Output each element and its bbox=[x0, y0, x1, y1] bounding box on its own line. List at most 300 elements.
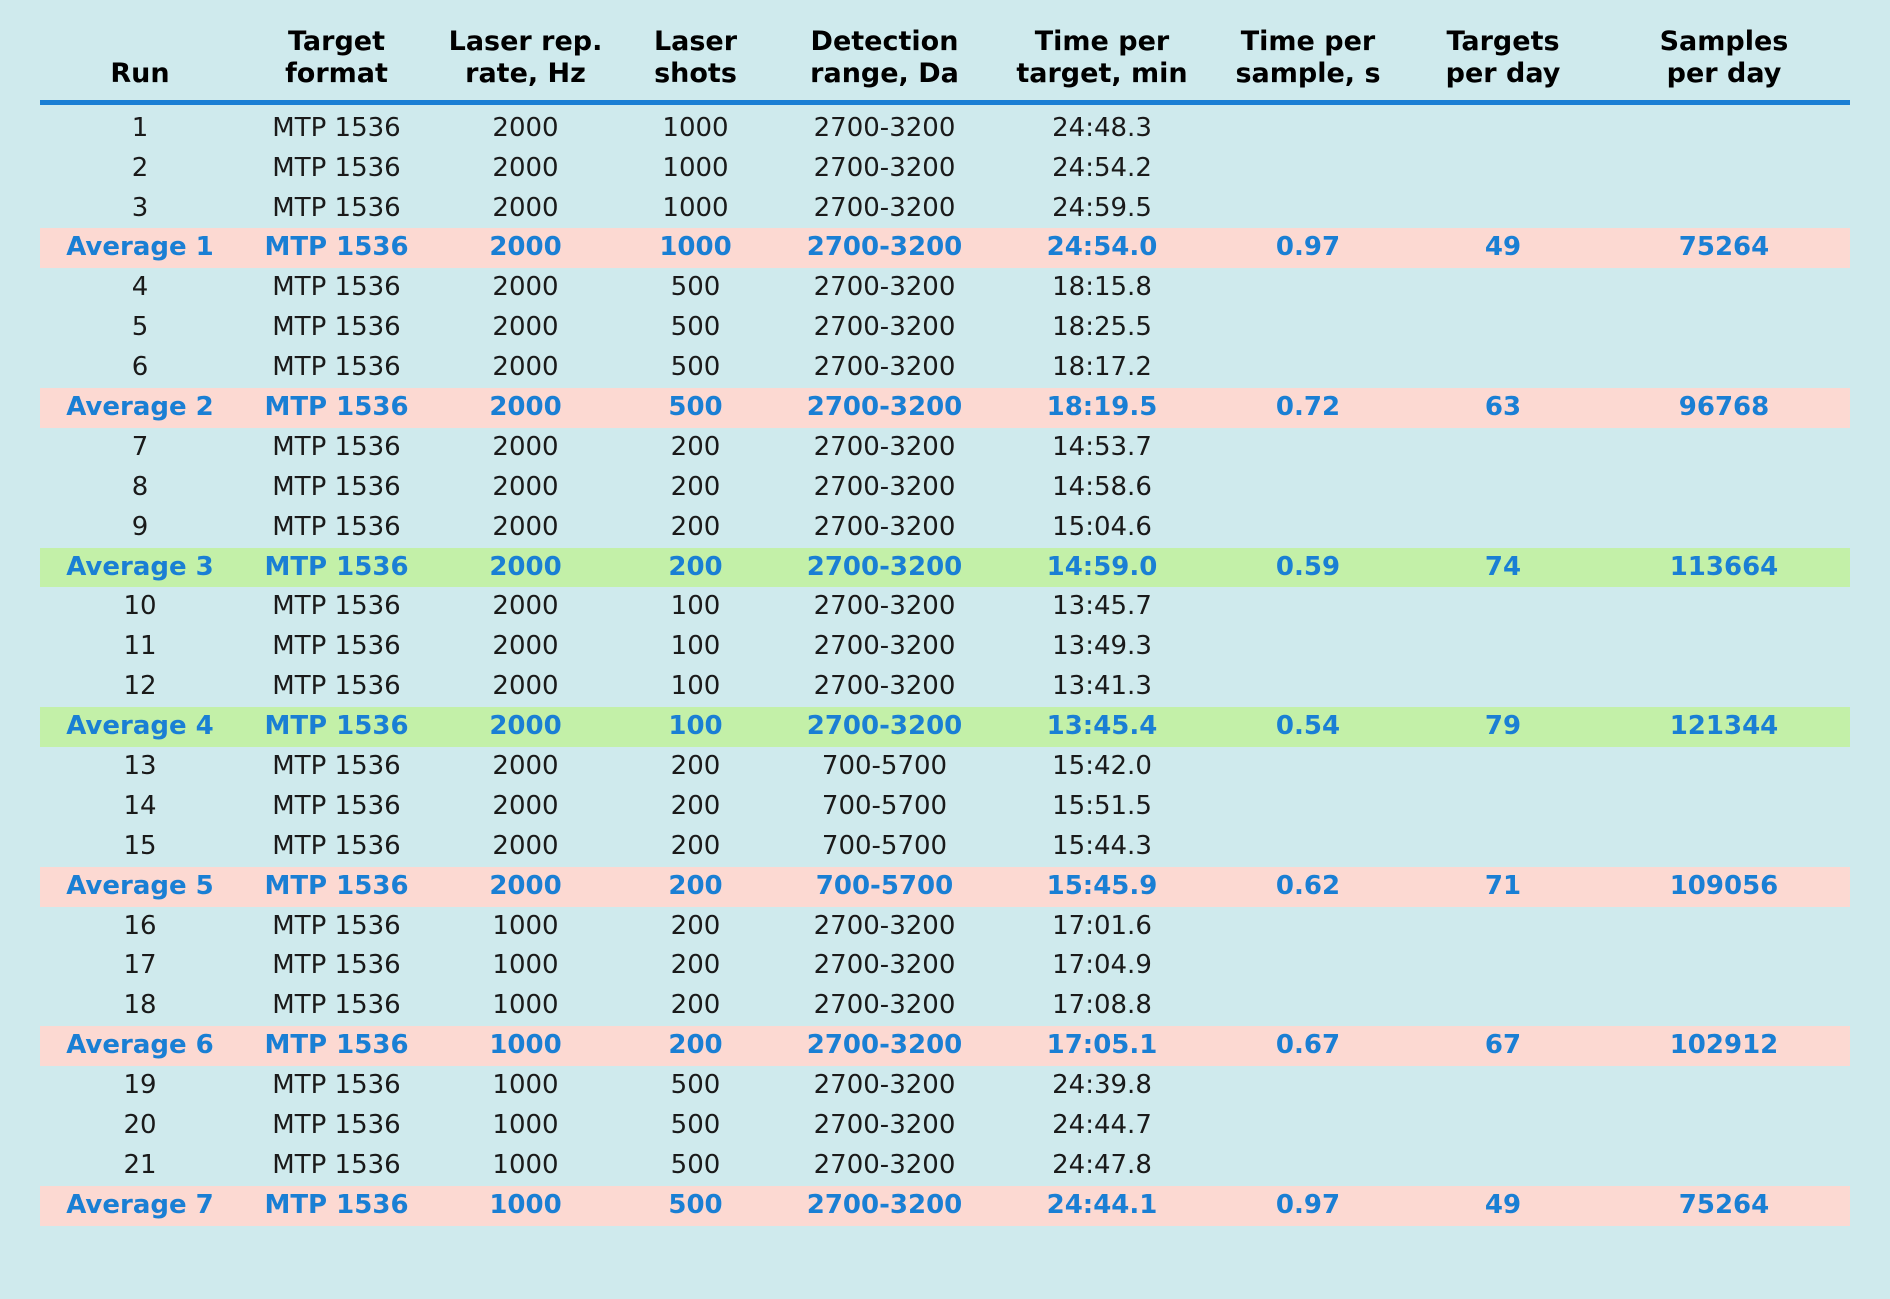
table-row bbox=[40, 946, 1850, 986]
cell-targets-day bbox=[1408, 907, 1598, 947]
cell-time-target: 24:54.0 bbox=[996, 228, 1208, 268]
column-header-run bbox=[40, 26, 240, 102]
table-body bbox=[40, 102, 1850, 1225]
cell-rate: 2000 bbox=[433, 548, 618, 588]
column-header-detection-range-line1: Detection bbox=[810, 26, 959, 57]
cell-range: 2700-3200 bbox=[773, 1026, 996, 1066]
column-header-detection-range bbox=[773, 26, 996, 102]
cell-run: 10 bbox=[123, 591, 157, 622]
cell-shots: 1000 bbox=[662, 192, 729, 223]
cell-time-sample bbox=[1208, 667, 1408, 707]
table-row bbox=[40, 1066, 1850, 1106]
cell-range: 2700-3200 bbox=[813, 431, 956, 462]
cell-run: 17 bbox=[123, 950, 157, 981]
cell-format: MTP 1536 bbox=[272, 192, 401, 223]
cell-run: 7 bbox=[131, 431, 149, 462]
cell-targets-day bbox=[1408, 308, 1598, 348]
cell-time-sample bbox=[1208, 468, 1408, 508]
cell-samples-day bbox=[1598, 787, 1850, 827]
table-row bbox=[40, 348, 1850, 388]
column-header-time-per-sample-line2: sample, s bbox=[1235, 57, 1381, 89]
cell-rate: 2000 bbox=[492, 750, 559, 781]
cell-run: 18 bbox=[123, 990, 157, 1021]
cell-time-sample bbox=[1208, 1066, 1408, 1106]
cell-range: 2700-3200 bbox=[813, 990, 956, 1021]
cell-targets-day bbox=[1408, 787, 1598, 827]
cell-time-target: 15:42.0 bbox=[1052, 750, 1152, 781]
table-row bbox=[40, 468, 1850, 508]
cell-range: 700-5700 bbox=[773, 867, 996, 907]
table-row bbox=[40, 986, 1850, 1026]
cell-time-target: 14:58.6 bbox=[1052, 471, 1152, 502]
cell-format: MTP 1536 bbox=[272, 511, 401, 542]
cell-shots: 200 bbox=[670, 830, 721, 861]
column-header-laser-rep-rate-line2: rate, Hz bbox=[465, 57, 586, 89]
cell-format: MTP 1536 bbox=[240, 388, 433, 428]
cell-run: 1 bbox=[131, 112, 149, 143]
cell-run: 19 bbox=[123, 1070, 157, 1101]
cell-samples-day bbox=[1598, 468, 1850, 508]
cell-time-target: 15:04.6 bbox=[1052, 511, 1152, 542]
column-header-time-per-sample-line1: Time per bbox=[1240, 26, 1376, 57]
cell-targets-day bbox=[1408, 986, 1598, 1026]
cell-run: 12 bbox=[123, 671, 157, 702]
cell-time-sample bbox=[1208, 787, 1408, 827]
cell-rate: 2000 bbox=[492, 631, 559, 662]
cell-samples-day bbox=[1598, 627, 1850, 667]
cell-time-target: 24:47.8 bbox=[1052, 1149, 1152, 1180]
cell-rate: 2000 bbox=[492, 192, 559, 223]
cell-rate: 2000 bbox=[492, 312, 559, 343]
cell-range: 2700-3200 bbox=[813, 671, 956, 702]
cell-rate: 1000 bbox=[492, 1070, 559, 1101]
table-row-average bbox=[40, 388, 1850, 428]
cell-rate: 2000 bbox=[433, 388, 618, 428]
cell-format: MTP 1536 bbox=[272, 471, 401, 502]
cell-time-target: 24:44.1 bbox=[996, 1186, 1208, 1226]
cell-shots: 100 bbox=[670, 671, 721, 702]
cell-shots: 500 bbox=[618, 388, 773, 428]
cell-run: 21 bbox=[123, 1149, 157, 1180]
cell-targets-day bbox=[1408, 1146, 1598, 1186]
cell-shots: 200 bbox=[670, 750, 721, 781]
table-row bbox=[40, 189, 1850, 229]
cell-rate: 2000 bbox=[492, 152, 559, 183]
cell-targets-day bbox=[1408, 667, 1598, 707]
cell-time-sample: 0.97 bbox=[1208, 228, 1408, 268]
cell-samples-day bbox=[1598, 1146, 1850, 1186]
column-header-time-per-target bbox=[996, 26, 1208, 102]
table-row-average bbox=[40, 867, 1850, 907]
cell-time-target: 14:53.7 bbox=[1052, 431, 1152, 462]
table-row bbox=[40, 149, 1850, 189]
cell-targets-day bbox=[1408, 348, 1598, 388]
table-row bbox=[40, 102, 1850, 148]
cell-run: 3 bbox=[131, 192, 149, 223]
cell-shots: 500 bbox=[670, 312, 721, 343]
cell-targets-day: 63 bbox=[1408, 388, 1598, 428]
cell-targets-day bbox=[1408, 1106, 1598, 1146]
cell-targets-day bbox=[1408, 1066, 1598, 1106]
cell-time-sample bbox=[1208, 348, 1408, 388]
cell-time-sample bbox=[1208, 1106, 1408, 1146]
cell-run: 11 bbox=[123, 631, 157, 662]
table-row-average bbox=[40, 707, 1850, 747]
cell-shots: 100 bbox=[618, 707, 773, 747]
cell-time-sample bbox=[1208, 268, 1408, 308]
cell-run: Average 6 bbox=[40, 1026, 240, 1066]
cell-shots: 200 bbox=[618, 1026, 773, 1066]
cell-shots: 1000 bbox=[662, 152, 729, 183]
cell-targets-day bbox=[1408, 189, 1598, 229]
cell-time-target: 14:59.0 bbox=[996, 548, 1208, 588]
cell-rate: 1000 bbox=[433, 1186, 618, 1226]
cell-format: MTP 1536 bbox=[240, 548, 433, 588]
cell-time-target: 18:17.2 bbox=[1052, 352, 1152, 383]
cell-targets-day bbox=[1408, 747, 1598, 787]
table-header bbox=[40, 26, 1850, 102]
cell-rate: 1000 bbox=[492, 910, 559, 941]
cell-time-target: 13:41.3 bbox=[1052, 671, 1152, 702]
cell-range: 2700-3200 bbox=[813, 112, 956, 143]
cell-samples-day bbox=[1598, 827, 1850, 867]
table-row bbox=[40, 1146, 1850, 1186]
cell-shots: 200 bbox=[670, 990, 721, 1021]
cell-targets-day bbox=[1408, 149, 1598, 189]
column-header-laser-shots-line1: Laser bbox=[653, 26, 738, 57]
cell-targets-day: 67 bbox=[1408, 1026, 1598, 1066]
cell-shots: 200 bbox=[670, 511, 721, 542]
cell-rate: 2000 bbox=[492, 352, 559, 383]
cell-time-target: 15:51.5 bbox=[1052, 790, 1152, 821]
cell-range: 2700-3200 bbox=[813, 910, 956, 941]
cell-samples-day bbox=[1598, 907, 1850, 947]
cell-time-sample bbox=[1208, 308, 1408, 348]
table-row bbox=[40, 508, 1850, 548]
table-row-average bbox=[40, 228, 1850, 268]
cell-samples-day bbox=[1598, 1066, 1850, 1106]
cell-time-target: 17:01.6 bbox=[1052, 910, 1152, 941]
cell-run: 4 bbox=[131, 272, 149, 303]
cell-shots: 200 bbox=[618, 548, 773, 588]
column-header-time-per-target-line1: Time per bbox=[1034, 26, 1170, 57]
cell-format: MTP 1536 bbox=[240, 867, 433, 907]
cell-shots: 200 bbox=[618, 867, 773, 907]
cell-shots: 1000 bbox=[662, 112, 729, 143]
table-row bbox=[40, 907, 1850, 947]
cell-range: 2700-3200 bbox=[813, 152, 956, 183]
cell-run: 16 bbox=[123, 910, 157, 941]
cell-time-sample bbox=[1208, 508, 1408, 548]
cell-shots: 500 bbox=[670, 1149, 721, 1180]
cell-samples-day bbox=[1598, 189, 1850, 229]
results-table bbox=[40, 26, 1850, 1226]
cell-range: 2700-3200 bbox=[813, 1109, 956, 1140]
cell-time-target: 17:04.9 bbox=[1052, 950, 1152, 981]
column-header-detection-range-line2: range, Da bbox=[810, 57, 959, 89]
cell-range: 2700-3200 bbox=[773, 228, 996, 268]
cell-rate: 2000 bbox=[492, 511, 559, 542]
cell-targets-day: 49 bbox=[1408, 228, 1598, 268]
cell-samples-day bbox=[1598, 508, 1850, 548]
cell-shots: 100 bbox=[670, 591, 721, 622]
cell-targets-day bbox=[1408, 468, 1598, 508]
column-header-targets-per-day bbox=[1408, 26, 1598, 102]
cell-time-target: 24:54.2 bbox=[1052, 152, 1152, 183]
cell-time-sample: 0.67 bbox=[1208, 1026, 1408, 1066]
cell-targets-day bbox=[1408, 428, 1598, 468]
cell-range: 2700-3200 bbox=[773, 1186, 996, 1226]
cell-range: 2700-3200 bbox=[813, 950, 956, 981]
cell-rate: 1000 bbox=[492, 1109, 559, 1140]
cell-time-target: 18:19.5 bbox=[996, 388, 1208, 428]
column-header-time-per-sample bbox=[1208, 26, 1408, 102]
cell-rate: 2000 bbox=[433, 228, 618, 268]
cell-time-target: 15:44.3 bbox=[1052, 830, 1152, 861]
cell-rate: 2000 bbox=[492, 272, 559, 303]
cell-rate: 2000 bbox=[492, 591, 559, 622]
column-header-target-format-line2: format bbox=[285, 57, 388, 89]
cell-targets-day bbox=[1408, 627, 1598, 667]
cell-format: MTP 1536 bbox=[240, 1026, 433, 1066]
cell-range: 700-5700 bbox=[821, 830, 948, 861]
cell-format: MTP 1536 bbox=[272, 272, 401, 303]
cell-run: 13 bbox=[123, 750, 157, 781]
cell-rate: 2000 bbox=[492, 431, 559, 462]
column-header-laser-rep-rate-line1: Laser rep. bbox=[448, 26, 603, 57]
cell-time-target: 18:15.8 bbox=[1052, 272, 1152, 303]
cell-time-sample: 0.97 bbox=[1208, 1186, 1408, 1226]
cell-shots: 100 bbox=[670, 631, 721, 662]
column-header-samples-per-day bbox=[1598, 26, 1850, 102]
cell-range: 2700-3200 bbox=[813, 312, 956, 343]
cell-format: MTP 1536 bbox=[272, 750, 401, 781]
cell-format: MTP 1536 bbox=[272, 830, 401, 861]
cell-range: 700-5700 bbox=[821, 790, 948, 821]
cell-shots: 200 bbox=[670, 790, 721, 821]
cell-samples-day: 75264 bbox=[1598, 228, 1850, 268]
cell-samples-day: 109056 bbox=[1598, 867, 1850, 907]
cell-shots: 200 bbox=[670, 910, 721, 941]
cell-time-target: 24:39.8 bbox=[1052, 1070, 1152, 1101]
cell-rate: 2000 bbox=[492, 671, 559, 702]
cell-format: MTP 1536 bbox=[272, 950, 401, 981]
cell-time-target: 24:44.7 bbox=[1052, 1109, 1152, 1140]
table-row bbox=[40, 268, 1850, 308]
cell-run: 6 bbox=[131, 352, 149, 383]
cell-format: MTP 1536 bbox=[272, 790, 401, 821]
cell-format: MTP 1536 bbox=[272, 990, 401, 1021]
cell-samples-day bbox=[1598, 1106, 1850, 1146]
cell-targets-day: 49 bbox=[1408, 1186, 1598, 1226]
cell-format: MTP 1536 bbox=[240, 1186, 433, 1226]
column-header-laser-rep-rate bbox=[433, 26, 618, 102]
cell-time-sample: 0.62 bbox=[1208, 867, 1408, 907]
cell-time-target: 13:45.7 bbox=[1052, 591, 1152, 622]
cell-time-target: 13:45.4 bbox=[996, 707, 1208, 747]
cell-samples-day: 96768 bbox=[1598, 388, 1850, 428]
cell-targets-day bbox=[1408, 508, 1598, 548]
cell-run: Average 5 bbox=[40, 867, 240, 907]
cell-targets-day bbox=[1408, 827, 1598, 867]
cell-shots: 1000 bbox=[618, 228, 773, 268]
cell-range: 2700-3200 bbox=[773, 548, 996, 588]
cell-time-sample: 0.59 bbox=[1208, 548, 1408, 588]
cell-samples-day bbox=[1598, 986, 1850, 1026]
table-row bbox=[40, 428, 1850, 468]
cell-time-sample: 0.72 bbox=[1208, 388, 1408, 428]
cell-range: 2700-3200 bbox=[813, 631, 956, 662]
cell-time-sample bbox=[1208, 747, 1408, 787]
cell-time-sample bbox=[1208, 827, 1408, 867]
column-header-targets-per-day-line2: per day bbox=[1445, 57, 1561, 89]
cell-range: 2700-3200 bbox=[813, 192, 956, 223]
cell-targets-day bbox=[1408, 946, 1598, 986]
cell-time-sample bbox=[1208, 907, 1408, 947]
cell-rate: 1000 bbox=[492, 990, 559, 1021]
cell-format: MTP 1536 bbox=[240, 228, 433, 268]
cell-samples-day bbox=[1598, 149, 1850, 189]
cell-rate: 1000 bbox=[492, 1149, 559, 1180]
cell-run: 9 bbox=[131, 511, 149, 542]
cell-format: MTP 1536 bbox=[272, 591, 401, 622]
cell-time-sample bbox=[1208, 149, 1408, 189]
cell-range: 2700-3200 bbox=[813, 511, 956, 542]
column-header-run-line1: Run bbox=[110, 57, 170, 89]
cell-rate: 1000 bbox=[433, 1026, 618, 1066]
cell-targets-day: 74 bbox=[1408, 548, 1598, 588]
cell-range: 2700-3200 bbox=[813, 1149, 956, 1180]
table-row bbox=[40, 827, 1850, 867]
cell-time-sample bbox=[1208, 189, 1408, 229]
cell-time-sample bbox=[1208, 946, 1408, 986]
cell-samples-day bbox=[1598, 587, 1850, 627]
cell-time-sample bbox=[1208, 428, 1408, 468]
cell-shots: 500 bbox=[670, 1070, 721, 1101]
cell-samples-day: 113664 bbox=[1598, 548, 1850, 588]
cell-time-sample bbox=[1208, 587, 1408, 627]
cell-rate: 1000 bbox=[492, 950, 559, 981]
cell-format: MTP 1536 bbox=[272, 910, 401, 941]
column-header-targets-per-day-line1: Targets bbox=[1446, 26, 1560, 57]
cell-run: Average 3 bbox=[40, 548, 240, 588]
cell-targets-day: 79 bbox=[1408, 707, 1598, 747]
cell-samples-day bbox=[1598, 747, 1850, 787]
cell-time-sample bbox=[1208, 102, 1408, 148]
cell-time-sample bbox=[1208, 1146, 1408, 1186]
cell-time-target: 24:48.3 bbox=[1052, 112, 1152, 143]
cell-targets-day bbox=[1408, 587, 1598, 627]
table-row-average bbox=[40, 548, 1850, 588]
table-header-row bbox=[40, 26, 1850, 102]
cell-time-target: 24:59.5 bbox=[1052, 192, 1152, 223]
cell-format: MTP 1536 bbox=[240, 707, 433, 747]
cell-samples-day bbox=[1598, 946, 1850, 986]
cell-time-sample: 0.54 bbox=[1208, 707, 1408, 747]
cell-format: MTP 1536 bbox=[272, 352, 401, 383]
cell-shots: 200 bbox=[670, 431, 721, 462]
column-header-time-per-target-line2: target, min bbox=[1016, 57, 1188, 89]
cell-format: MTP 1536 bbox=[272, 152, 401, 183]
cell-shots: 500 bbox=[670, 352, 721, 383]
cell-format: MTP 1536 bbox=[272, 1070, 401, 1101]
cell-run: Average 2 bbox=[40, 388, 240, 428]
cell-run: 8 bbox=[131, 471, 149, 502]
cell-samples-day: 121344 bbox=[1598, 707, 1850, 747]
table-row bbox=[40, 747, 1850, 787]
cell-time-target: 18:25.5 bbox=[1052, 312, 1152, 343]
cell-shots: 200 bbox=[670, 950, 721, 981]
cell-samples-day: 102912 bbox=[1598, 1026, 1850, 1066]
cell-format: MTP 1536 bbox=[272, 431, 401, 462]
cell-format: MTP 1536 bbox=[272, 631, 401, 662]
cell-time-target: 17:08.8 bbox=[1052, 990, 1152, 1021]
cell-run: 14 bbox=[123, 790, 157, 821]
cell-samples-day bbox=[1598, 348, 1850, 388]
cell-format: MTP 1536 bbox=[272, 1149, 401, 1180]
cell-samples-day bbox=[1598, 667, 1850, 707]
cell-rate: 2000 bbox=[492, 790, 559, 821]
cell-shots: 200 bbox=[670, 471, 721, 502]
column-header-laser-shots bbox=[618, 26, 773, 102]
table-row-average bbox=[40, 1186, 1850, 1226]
cell-rate: 2000 bbox=[492, 471, 559, 502]
table-row bbox=[40, 587, 1850, 627]
cell-targets-day bbox=[1408, 268, 1598, 308]
cell-shots: 500 bbox=[670, 272, 721, 303]
column-header-target-format-line1: Target bbox=[287, 26, 386, 57]
cell-run: Average 7 bbox=[40, 1186, 240, 1226]
cell-range: 2700-3200 bbox=[813, 272, 956, 303]
cell-range: 2700-3200 bbox=[813, 352, 956, 383]
column-header-samples-per-day-line2: per day bbox=[1666, 57, 1782, 89]
cell-format: MTP 1536 bbox=[272, 112, 401, 143]
cell-run: Average 1 bbox=[40, 228, 240, 268]
table-row bbox=[40, 627, 1850, 667]
cell-range: 2700-3200 bbox=[813, 1070, 956, 1101]
column-header-samples-per-day-line1: Samples bbox=[1659, 26, 1789, 57]
cell-run: 20 bbox=[123, 1109, 157, 1140]
cell-range: 2700-3200 bbox=[813, 471, 956, 502]
cell-targets-day: 71 bbox=[1408, 867, 1598, 907]
cell-rate: 2000 bbox=[492, 830, 559, 861]
cell-range: 2700-3200 bbox=[813, 591, 956, 622]
cell-targets-day bbox=[1408, 102, 1598, 148]
cell-samples-day bbox=[1598, 308, 1850, 348]
cell-time-target: 17:05.1 bbox=[996, 1026, 1208, 1066]
cell-rate: 2000 bbox=[433, 867, 618, 907]
cell-time-target: 13:49.3 bbox=[1052, 631, 1152, 662]
cell-run: 2 bbox=[131, 152, 149, 183]
cell-run: 5 bbox=[131, 312, 149, 343]
cell-time-sample bbox=[1208, 986, 1408, 1026]
cell-format: MTP 1536 bbox=[272, 671, 401, 702]
cell-samples-day bbox=[1598, 268, 1850, 308]
cell-time-target: 15:45.9 bbox=[996, 867, 1208, 907]
cell-rate: 2000 bbox=[492, 112, 559, 143]
table-row bbox=[40, 1106, 1850, 1146]
cell-samples-day: 75264 bbox=[1598, 1186, 1850, 1226]
cell-shots: 500 bbox=[670, 1109, 721, 1140]
cell-time-sample bbox=[1208, 627, 1408, 667]
cell-run: 15 bbox=[123, 830, 157, 861]
cell-run: Average 4 bbox=[40, 707, 240, 747]
table-row bbox=[40, 308, 1850, 348]
cell-shots: 500 bbox=[618, 1186, 773, 1226]
cell-samples-day bbox=[1598, 428, 1850, 468]
cell-samples-day bbox=[1598, 102, 1850, 148]
cell-format: MTP 1536 bbox=[272, 1109, 401, 1140]
